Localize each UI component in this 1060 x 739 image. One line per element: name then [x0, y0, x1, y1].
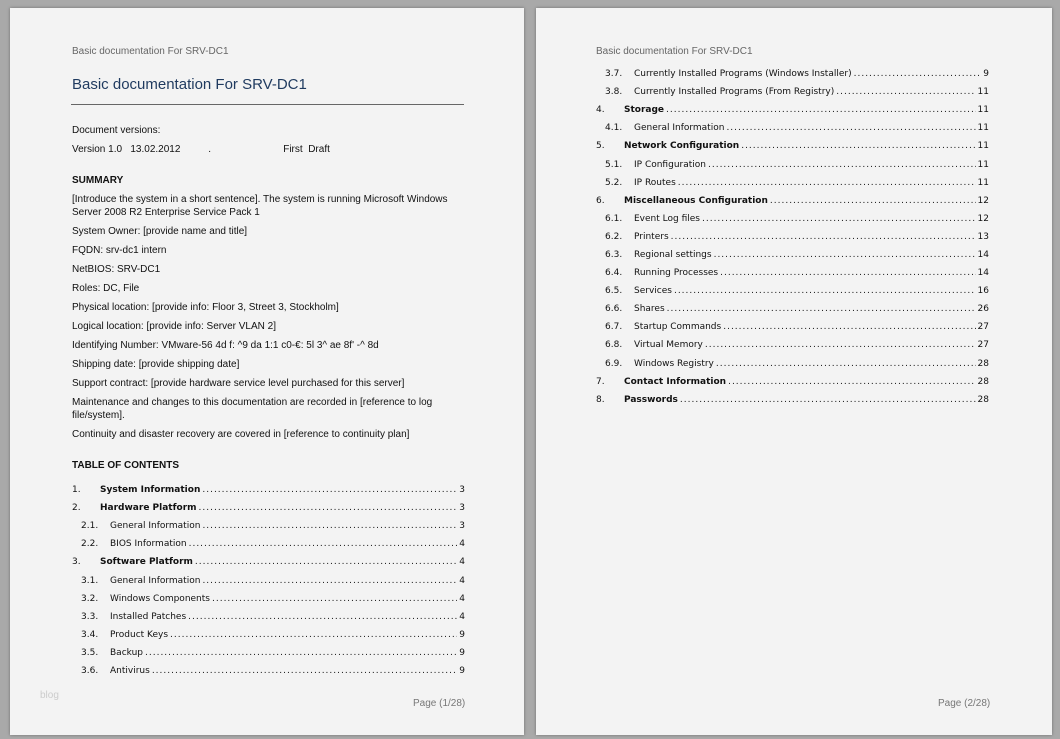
toc-entry-label: BIOS Information	[110, 539, 187, 550]
toc-entry-label: IP Configuration	[634, 159, 706, 170]
toc-entry-number: 3.1.	[81, 575, 99, 586]
toc-entry-label: Windows Registry	[634, 358, 714, 369]
document-page-2	[536, 8, 1052, 735]
summary-line: Physical location: [provide info: Floor 3, Street 3, Stockholm]	[72, 302, 339, 313]
toc-entry-number: 6.5.	[605, 286, 623, 297]
toc-entry-page: 26	[977, 304, 989, 315]
toc-entry-number: 6.3.	[605, 249, 623, 260]
toc-entry[interactable]	[72, 499, 465, 517]
toc-dot-leader	[202, 576, 457, 586]
toc-entry-number: 5.1.	[605, 159, 623, 170]
page-header: Basic documentation For SRV-DC1	[596, 46, 753, 57]
toc-entry-number: 6.	[596, 195, 605, 206]
summary-line: FQDN: srv-dc1 intern	[72, 245, 167, 256]
summary-line: System Owner: [provide name and title]	[72, 226, 248, 237]
watermark: blog	[40, 690, 59, 701]
toc-entry-page: 9	[459, 647, 465, 658]
toc-dot-leader	[723, 322, 975, 332]
toc-entry-label: Network Configuration	[624, 141, 740, 152]
toc-entry-number: 4.1.	[605, 123, 623, 134]
summary-section	[72, 193, 472, 441]
toc-dot-leader	[667, 304, 976, 314]
toc-entry-page: 9	[983, 69, 989, 80]
page-header: Basic documentation For SRV-DC1	[72, 46, 229, 57]
toc-entry-label: Hardware Platform	[100, 503, 197, 514]
toc-entry[interactable]	[72, 662, 465, 680]
toc-entry-label: Services	[634, 286, 672, 297]
toc-entry-page: 28	[977, 358, 989, 369]
toc-entry[interactable]	[596, 282, 989, 300]
toc-entry[interactable]	[72, 517, 465, 535]
toc-entry-number: 3.	[72, 557, 81, 568]
document-body	[72, 124, 472, 474]
toc-entry-page: 11	[977, 159, 989, 170]
summary-line: Shipping date: [provide shipping date]	[72, 359, 240, 370]
toc-entry-label: Miscellaneous Configuration	[624, 195, 768, 206]
toc-entry-number: 8.	[596, 394, 605, 405]
toc-entry-page: 13	[977, 231, 989, 242]
toc-entry[interactable]	[596, 336, 989, 354]
page-number: Page (2/28)	[938, 698, 991, 709]
toc-entry[interactable]	[596, 83, 989, 101]
toc-entry-page: 16	[977, 286, 989, 297]
toc-entry-label: IP Routes	[634, 177, 676, 188]
toc-entry[interactable]	[596, 155, 989, 173]
toc-entry-page: 11	[977, 141, 989, 152]
toc-entry-page: 12	[977, 213, 989, 224]
toc-entry-label: Startup Commands	[634, 322, 722, 333]
toc-entry-number: 6.7.	[605, 322, 623, 333]
toc-entry[interactable]	[72, 481, 465, 499]
toc-entry[interactable]	[72, 626, 465, 644]
toc-entry[interactable]	[596, 246, 989, 264]
toc-dot-leader	[188, 612, 457, 622]
toc-entry[interactable]	[596, 101, 989, 119]
toc-entry[interactable]	[72, 644, 465, 662]
toc-entry-number: 1.	[72, 485, 81, 496]
toc-entry-page: 9	[459, 629, 465, 640]
toc-dot-leader	[680, 395, 976, 405]
toc-entry[interactable]	[596, 228, 989, 246]
toc-dot-leader	[671, 232, 976, 242]
summary-line: Continuity and disaster recovery are covered in [reference to continuity plan]	[72, 429, 410, 440]
toc-entry-page: 28	[977, 376, 989, 387]
toc-entry-number: 7.	[596, 376, 605, 387]
toc-entry[interactable]	[72, 608, 465, 626]
toc-entry-page: 4	[459, 611, 465, 622]
toc-entry-page: 27	[977, 322, 989, 333]
toc-entry[interactable]	[596, 355, 989, 373]
toc-entry-page: 3	[459, 521, 465, 532]
toc-entry-page: 27	[977, 340, 989, 351]
toc-entry-label: Backup	[110, 647, 143, 658]
toc-entry-number: 4.	[596, 105, 605, 116]
toc-dot-leader	[152, 666, 457, 676]
toc-entry-label: Storage	[624, 105, 665, 116]
toc-entry[interactable]	[596, 391, 989, 409]
toc-entry-label: Installed Patches	[110, 611, 187, 622]
toc-entry-number: 3.8.	[605, 87, 623, 98]
toc-entry-number: 2.	[72, 503, 81, 514]
toc-dot-leader	[674, 286, 976, 296]
toc-dot-leader	[705, 340, 976, 350]
toc-entry-label: Antivirus	[110, 665, 150, 676]
version-line: Version 1.0 13.02.2012 . First Draft	[72, 144, 330, 155]
toc-entry-page: 11	[977, 87, 989, 98]
toc-entry-number: 6.9.	[605, 358, 623, 369]
toc-entry-number: 6.1.	[605, 213, 623, 224]
toc-entry-page: 11	[977, 177, 989, 188]
toc-entry-label: General Information	[110, 521, 201, 532]
toc-entry-number: 3.6.	[81, 665, 99, 676]
toc-entry-number: 3.7.	[605, 69, 623, 80]
toc-entry-label: System Information	[100, 485, 201, 496]
toc-entry-label: Event Log files	[634, 213, 700, 224]
toc-entry[interactable]	[72, 535, 465, 553]
table-of-contents-continued	[596, 65, 989, 409]
toc-entry-page: 4	[459, 557, 465, 568]
toc-entry-number: 5.2.	[605, 177, 623, 188]
toc-entry-number: 3.2.	[81, 593, 99, 604]
toc-dot-leader	[708, 160, 976, 170]
toc-entry-label: Software Platform	[100, 557, 193, 568]
toc-entry-label: Currently Installed Programs (Windows Installer)	[634, 69, 852, 80]
toc-entry-label: Shares	[634, 304, 665, 315]
toc-entry[interactable]	[596, 373, 989, 391]
toc-entry-label: Regional settings	[634, 249, 712, 260]
toc-dot-leader	[854, 69, 982, 79]
summary-line: Roles: DC, File	[72, 283, 140, 294]
toc-entry-page: 14	[977, 268, 989, 279]
summary-line: Logical location: [provide info: Server VLAN 2]	[72, 321, 276, 332]
toc-dot-leader	[728, 377, 975, 387]
toc-entry-number: 3.5.	[81, 647, 99, 658]
toc-entry-label: General Information	[110, 575, 201, 586]
toc-entry[interactable]	[596, 65, 989, 83]
toc-dot-leader	[720, 268, 975, 278]
toc-entry-number: 6.2.	[605, 231, 623, 242]
table-of-contents	[72, 481, 465, 680]
toc-entry-page: 28	[977, 394, 989, 405]
summary-line: Identifying Number: VMware-56 4d f: ^9 da 1:1 c0-€: 5l 3^ ae 8f' -^ 8d	[72, 340, 379, 351]
toc-dot-leader	[212, 594, 457, 604]
toc-entry-page: 4	[459, 539, 465, 550]
toc-entry[interactable]	[72, 590, 465, 608]
versions-label: Document versions:	[72, 125, 161, 136]
toc-entry-page: 3	[459, 503, 465, 514]
toc-dot-leader	[741, 141, 975, 151]
toc-entry[interactable]	[596, 318, 989, 336]
toc-entry[interactable]	[72, 571, 465, 589]
summary-line: NetBIOS: SRV-DC1	[72, 264, 161, 275]
toc-dot-leader	[770, 196, 976, 206]
toc-entry-page: 11	[977, 105, 989, 116]
toc-heading: TABLE OF CONTENTS	[72, 460, 180, 471]
toc-dot-leader	[202, 521, 457, 531]
toc-entry[interactable]	[596, 174, 989, 192]
toc-entry[interactable]	[596, 300, 989, 318]
toc-entry-label: Passwords	[624, 394, 678, 405]
toc-entry-number: 6.8.	[605, 340, 623, 351]
toc-entry-label: Printers	[634, 231, 669, 242]
toc-dot-leader	[666, 105, 976, 115]
document-page-1	[10, 8, 524, 735]
toc-entry[interactable]	[596, 192, 989, 210]
toc-dot-leader	[202, 485, 457, 495]
toc-entry[interactable]	[596, 264, 989, 282]
toc-entry-number: 6.4.	[605, 268, 623, 279]
toc-dot-leader	[170, 630, 457, 640]
toc-entry[interactable]	[596, 137, 989, 155]
toc-entry-number: 3.3.	[81, 611, 99, 622]
toc-entry[interactable]	[596, 210, 989, 228]
toc-entry-label: Windows Components	[110, 593, 210, 604]
toc-dot-leader	[702, 214, 976, 224]
toc-dot-leader	[716, 359, 976, 369]
toc-entry[interactable]	[596, 119, 989, 137]
title-divider	[71, 104, 464, 105]
page-number: Page (1/28)	[413, 698, 466, 709]
toc-entry-number: 6.6.	[605, 304, 623, 315]
toc-dot-leader	[726, 123, 975, 133]
summary-line: [Introduce the system in a short sentence]. The system is running Microsoft Windows Server 2008 R2 Enterprise Service Pack 1	[72, 194, 448, 218]
toc-dot-leader	[714, 250, 976, 260]
toc-entry-page: 3	[459, 485, 465, 496]
summary-heading: SUMMARY	[72, 175, 124, 186]
summary-line: Maintenance and changes to this documentation are recorded in [reference to log file/system].	[72, 397, 433, 421]
toc-dot-leader	[836, 87, 975, 97]
toc-entry-label: Product Keys	[110, 629, 169, 640]
toc-dot-leader	[199, 503, 458, 513]
toc-entry-number: 5.	[596, 141, 605, 152]
toc-entry-number: 2.2.	[81, 539, 99, 550]
toc-entry-page: 4	[459, 593, 465, 604]
toc-entry-label: Contact Information	[624, 376, 727, 387]
toc-entry-number: 3.4.	[81, 629, 99, 640]
toc-dot-leader	[678, 178, 976, 188]
toc-entry-label: Currently Installed Programs (From Registry)	[634, 87, 835, 98]
toc-entry[interactable]	[72, 553, 465, 571]
toc-entry-page: 4	[459, 575, 465, 586]
document-title: Basic documentation For SRV-DC1	[72, 76, 307, 93]
toc-dot-leader	[189, 539, 458, 549]
toc-entry-label: General Information	[634, 123, 725, 134]
toc-entry-page: 12	[977, 195, 989, 206]
toc-entry-label: Running Processes	[634, 268, 719, 279]
summary-line: Support contract: [provide hardware service level purchased for this server]	[72, 378, 405, 389]
toc-entry-number: 2.1.	[81, 521, 99, 532]
toc-entry-label: Virtual Memory	[634, 340, 703, 351]
toc-dot-leader	[145, 648, 457, 658]
toc-entry-page: 14	[977, 249, 989, 260]
toc-entry-page: 9	[459, 665, 465, 676]
toc-entry-page: 11	[977, 123, 989, 134]
toc-dot-leader	[195, 557, 457, 567]
